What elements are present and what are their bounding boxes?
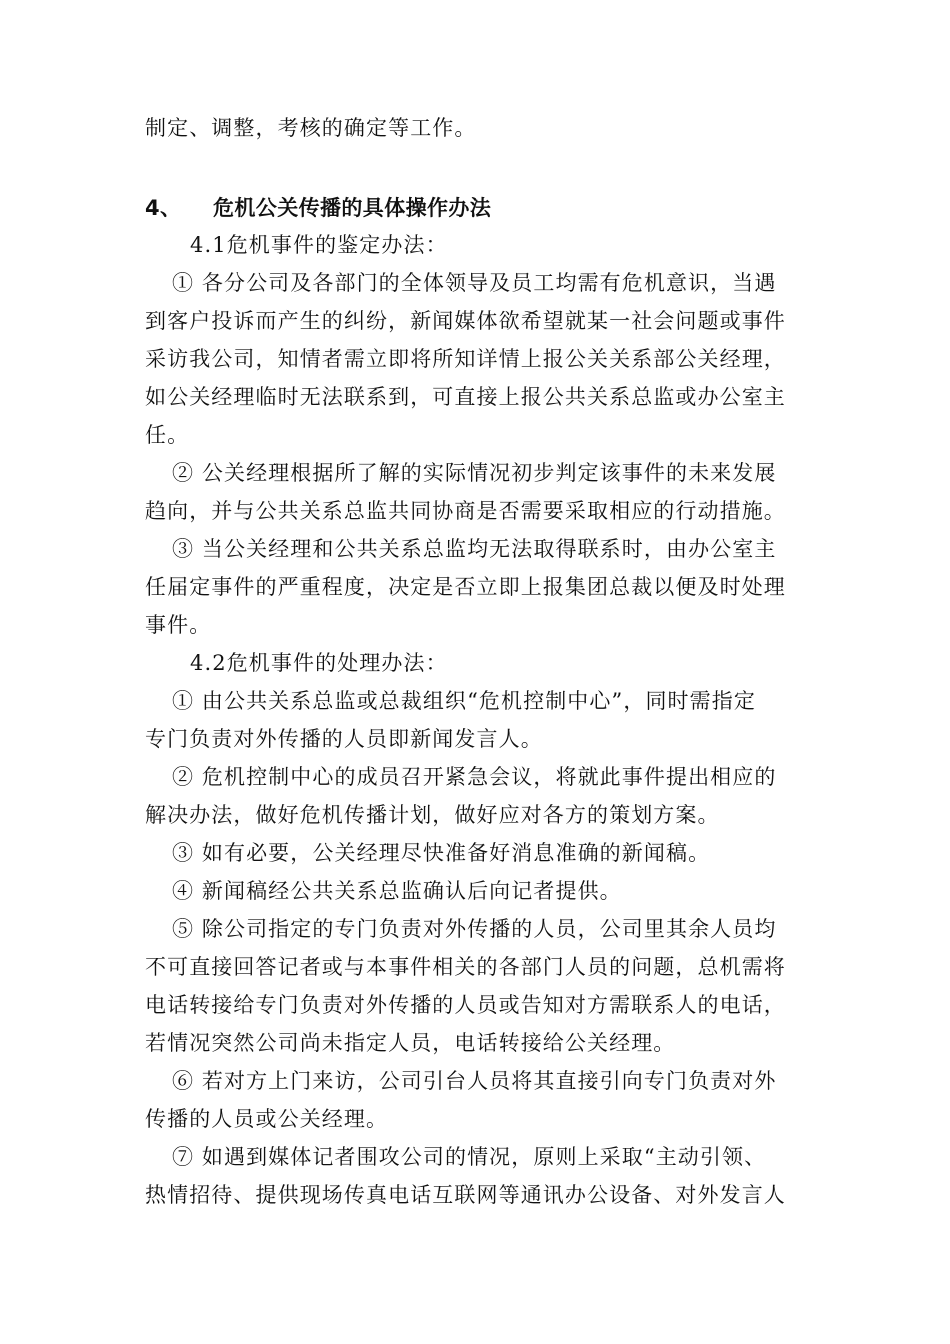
list-item-line: ④ 新闻稿经公共关系总监确认后向记者提供。 [172,879,622,903]
list-item-line: 电话转接给专门负责对外传播的人员或告知对方需联系人的电话， [145,993,786,1017]
list-item-line: 解决办法，做好危机传播计划，做好应对各方的策划方案。 [145,803,720,827]
list-item-line: 若情况突然公司尚未指定人员，电话转接给公关经理。 [145,1031,676,1055]
list-item-line: ② 公关经理根据所了解的实际情况初步判定该事件的未来发展 [172,461,777,485]
section-number: 4、 [145,196,182,220]
list-item-line: 任。 [145,423,190,447]
section-heading [145,195,815,222]
subsection-title: 4.2危机事件的处理办法： [190,651,448,675]
list-item-line: ② 危机控制中心的成员召开紧急会议，将就此事件提出相应的 [172,765,777,789]
list-item-line: 趋向，并与公共关系总监共同协商是否需要采取相应的行动措施。 [145,499,786,523]
list-item-line: 如公关经理临时无法联系到，可直接上报公共关系总监或办公室主 [145,385,786,409]
list-item-line: 任届定事件的严重程度，决定是否立即上报集团总裁以便及时处理 [145,575,786,599]
list-item-line: 事件。 [145,613,212,637]
list-item-line: 热情招待、提供现场传真电话互联网等通讯办公设备、对外发言人 [145,1183,786,1207]
list-item-line: ⑥ 若对方上门来访，公司引台人员将其直接引向专门负责对外 [172,1069,777,1093]
list-item-line: ⑤ 除公司指定的专门负责对外传播的人员，公司里其余人员均 [172,917,777,941]
paragraph-line: 制定、调整，考核的确定等工作。 [145,116,477,140]
list-item-line: 专门负责对外传播的人员即新闻发言人。 [145,727,543,751]
list-item-line: 采访我公司，知情者需立即将所知详情上报公关关系部公关经理， [145,347,786,371]
list-item-line: ① 各分公司及各部门的全体领导及员工均需有危机意识，当遇 [172,271,777,295]
list-item-line: 到客户投诉而产生的纠纷，新闻媒体欲希望就某一社会问题或事件 [145,309,786,333]
section-title: 危机公关传播的具体操作办法 [213,196,492,220]
list-item-line: ⑦ 如遇到媒体记者围攻公司的情况，原则上采取“主动引领、 [172,1145,767,1169]
list-item-line: ① 由公共关系总监或总裁组织“危机控制中心”，同时需指定 [172,689,756,713]
list-item-line: 传播的人员或公关经理。 [145,1107,389,1131]
list-item-line: 不可直接回答记者或与本事件相关的各部门人员的问题，总机需将 [145,955,786,979]
list-item-line: ③ 如有必要，公关经理尽快准备好消息准确的新闻稿。 [172,841,711,865]
subsection-title: 4.1危机事件的鉴定办法： [190,233,448,257]
list-item-line: ③ 当公关经理和公共关系总监均无法取得联系时，由办公室主 [172,537,777,561]
